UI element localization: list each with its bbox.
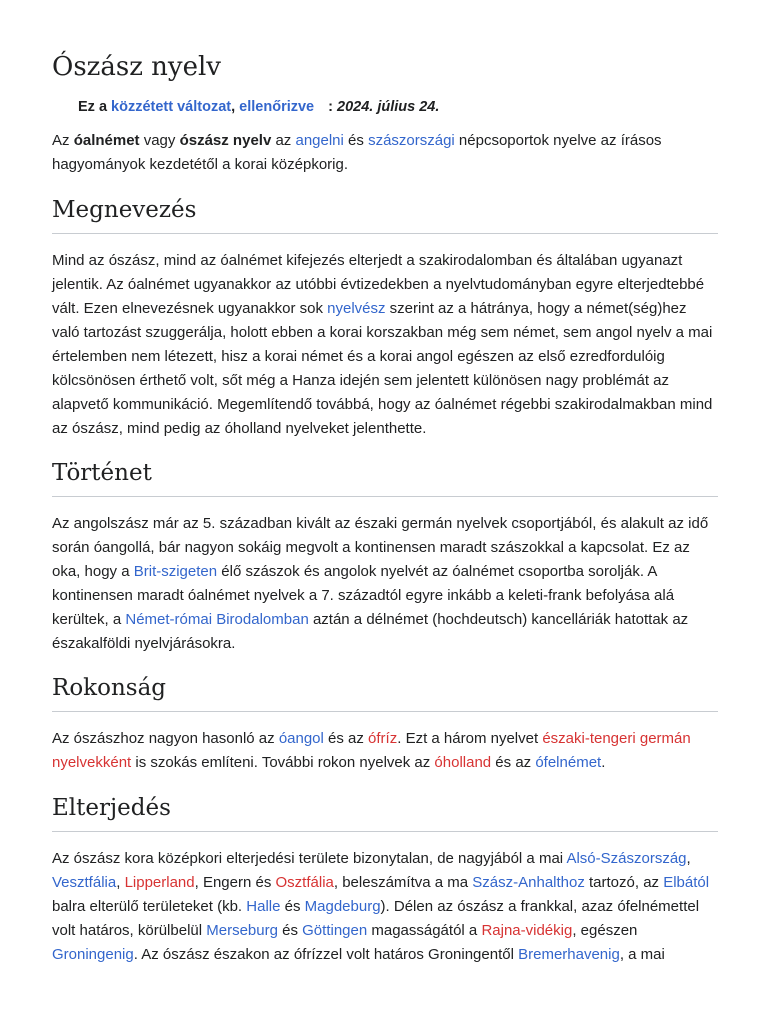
link-angelni[interactable]: angelni: [295, 132, 344, 149]
link-gottingen[interactable]: Göttingen: [302, 922, 368, 939]
paragraph-megnevezes: Mind az ószász, mind az óalnémet kifejezés elterjedt a szakirodalomban és általában ugyanazt jelentik. Az óalnémet ugyanakkor az utóbbi évtizedekben a nyelvtudományban egyre elterjedtebbé vált. Ezen elnevezésnek ugyanakkor sok nyelvész szerint az a hátránya, hogy a német(ség)hez való tartozást szuggerálja, holott ebben a korai korszakban még sem német, sem angol nyelv a mai értelemben nem létezett, hisz a korai német és a korai angol egészen az első ezredfordulóig kölcsönösen érthető volt, sőt még a Hanza idején sem jelentett különösen nagy problémát az alapvető kommunikáció. Megemlítendő továbbá, hogy az óalnémet régebbi szakirodalmakban mind az ószász, mind pedig az óholland nyelveket jelenthette.: [52, 252, 713, 437]
link-groningen[interactable]: Groningenig: [52, 946, 134, 963]
paragraph-tortenet: Az angolszász már az 5. században kivált az északi germán nyelvek csoportjából, és alakult az idő során óangollá, bár nagyon sokáig megvolt a kontinensen maradt szászokkal a kapcsolat. Ez az oka, hogy a Brit-szigeten élő szászok és angolok nyelvét az óalnémet csoportba sorolják. A kontinensen maradt óalnémet nyelvek a 7. századtól egyre inkább a keleti-frank befolyása alá kerültek, a Német-római Birodalomban aztán a délnémet (hochdeutsch) kancelláriák hatottak az északalföldi nyelvjárásokra.: [52, 515, 709, 652]
link-osztfalia[interactable]: Osztfália: [275, 874, 334, 891]
link-szasz-anhalt[interactable]: Szász-Anhalthoz: [472, 874, 585, 891]
link-merseburg[interactable]: Merseburg: [206, 922, 278, 939]
paragraph-elterjedes: Az ószász kora középkori elterjedési területe bizonytalan, de nagyjából a mai Alsó-Szászország, Vesztfália, Lipperland, Engern és Osztfália, beleszámítva a ma Szász-Anhalthoz tartozó, az Elbától balra elterülő területeket (kb. Halle és Magdeburg). Délen az ószász a frankkal, azaz ófelnémettel volt határos, körülbelül Merseburg és Göttingen magasságától a Rajna-vidékig, egészen Groningenig. Az ószász északon az ófrízzel volt határos Groningentől Bremerhavenig, a mai: [52, 850, 710, 963]
link-ofriz[interactable]: ófríz: [368, 730, 398, 747]
link-oholland[interactable]: óholland: [434, 754, 492, 771]
revision-notice: Ez a közzétett változat, ellenőrizve : 2024. július 24.: [78, 99, 440, 115]
link-nyelvesz[interactable]: nyelvész: [327, 300, 386, 317]
revision-date: 2024. július 24.: [337, 99, 440, 115]
link-halle[interactable]: Halle: [246, 898, 281, 915]
link-elba[interactable]: Elbától: [663, 874, 710, 891]
link-eszaki-tengeri-german[interactable]: északi-tengeri germán nyelvekként: [52, 730, 691, 771]
link-brit-szigeten[interactable]: Brit-szigeten: [133, 563, 218, 580]
link-magdeburg[interactable]: Magdeburg: [304, 898, 381, 915]
link-rajna-videk[interactable]: Rajna-vidékig: [481, 922, 573, 939]
reviewed-link[interactable]: ellenőrizve: [239, 99, 315, 115]
link-bremerhaven[interactable]: Bremerhavenig: [518, 946, 620, 963]
heading-elterjedes: Elterjedés: [52, 795, 718, 832]
link-szaszorszagi[interactable]: szászországi: [368, 132, 455, 149]
heading-rokonsag: Rokonság: [52, 675, 718, 712]
link-vesztfalia[interactable]: Vesztfália: [52, 874, 117, 891]
link-also-szaszorszag[interactable]: Alsó-Szászország: [566, 850, 687, 867]
link-lipperland[interactable]: Lipperland: [124, 874, 195, 891]
page-title: Ószász nyelv: [52, 52, 221, 82]
published-version-link[interactable]: közzétett változat: [111, 99, 232, 115]
paragraph-rokonsag: Az ószászhoz nagyon hasonló az óangol és az ófríz. Ezt a három nyelvet északi-tengeri germán nyelvekként is szokás említeni. További rokon nyelvek az óholland és az ófelnémet.: [52, 730, 691, 771]
intro-paragraph: Az óalnémet vagy ószász nyelv az angelni és szászországi népcsoportok nyelve az írásos hagyományok kezdetétől a korai középkorig.: [52, 132, 662, 173]
link-ofelnemet[interactable]: ófelnémet: [535, 754, 602, 771]
heading-tortenet: Történet: [52, 460, 718, 497]
link-nemet-romai-birodalom[interactable]: Német-római Birodalomban: [125, 611, 309, 628]
link-oangol[interactable]: óangol: [278, 730, 324, 747]
heading-megnevezes: Megnevezés: [52, 197, 718, 234]
